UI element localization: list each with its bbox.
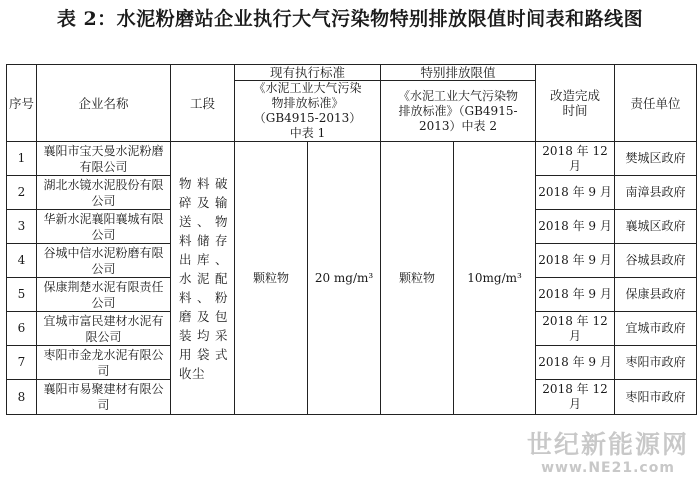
row-deadline: 2018 年 12 月 — [536, 142, 615, 176]
header-special-limit-sub: 《水泥工业大气污染物排放标准》（GB4915-2013）中表 2 — [381, 81, 536, 142]
row-company: 谷城中信水泥粉磨有限公司 — [37, 244, 171, 278]
process-description: 物料破碎及输送、物料储存出库、水泥配料、粉磨及包装均采用袋式收尘 — [171, 142, 235, 415]
current-limit-value: 20 mg/m³ — [308, 142, 381, 415]
row-responsible: 襄城区政府 — [615, 210, 697, 244]
row-company: 湖北水镜水泥股份有限公司 — [37, 176, 171, 210]
row-deadline: 2018 年 9 月 — [536, 244, 615, 278]
header-deadline: 改造完成时间 — [536, 65, 615, 142]
row-deadline: 2018 年 9 月 — [536, 210, 615, 244]
row-deadline: 2018 年 9 月 — [536, 278, 615, 312]
row-company: 襄阳市宝天曼水泥粉磨有限公司 — [37, 142, 171, 176]
special-pollutant: 颗粒物 — [381, 142, 454, 415]
row-seq: 8 — [7, 380, 37, 415]
row-company: 宜城市富民建材水泥有限公司 — [37, 312, 171, 346]
site-watermark — [524, 430, 692, 476]
current-pollutant: 颗粒物 — [235, 142, 308, 415]
header-company: 企业名称 — [37, 65, 171, 142]
row-responsible: 枣阳市政府 — [615, 380, 697, 415]
header-seq: 序号 — [7, 65, 37, 142]
row-responsible: 南漳县政府 — [615, 176, 697, 210]
header-special-limit: 特别排放限值 — [381, 65, 536, 81]
row-seq: 7 — [7, 346, 37, 380]
header-responsible: 责任单位 — [615, 65, 697, 142]
row-seq: 1 — [7, 142, 37, 176]
table-row — [7, 142, 697, 176]
row-seq: 6 — [7, 312, 37, 346]
row-company: 华新水泥襄阳襄城有限公司 — [37, 210, 171, 244]
table-title: 表 2：水泥粉磨站企业执行大气污染物特别排放限值时间表和路线图 — [56, 8, 644, 30]
special-limit-value: 10mg/m³ — [454, 142, 536, 415]
row-seq: 5 — [7, 278, 37, 312]
row-responsible: 保康县政府 — [615, 278, 697, 312]
row-company: 襄阳市易聚建材有限公司 — [37, 380, 171, 415]
watermark-url: www.NE21.com — [541, 460, 675, 476]
row-deadline: 2018 年 12 月 — [536, 380, 615, 415]
row-deadline: 2018 年 12 月 — [536, 312, 615, 346]
watermark-title: 世纪新能源网 — [526, 430, 689, 459]
header-current-standard-sub: 《水泥工业大气污染物排放标准》（GB4915-2013）中表 1 — [235, 81, 381, 142]
row-company: 枣阳市金龙水泥有限公司 — [37, 346, 171, 380]
row-company: 保康荆楚水泥有限责任公司 — [37, 278, 171, 312]
emission-schedule-table — [6, 64, 697, 415]
row-seq: 4 — [7, 244, 37, 278]
header-current-standard: 现有执行标准 — [235, 65, 381, 81]
row-seq: 3 — [7, 210, 37, 244]
row-deadline: 2018 年 9 月 — [536, 346, 615, 380]
row-deadline: 2018 年 9 月 — [536, 176, 615, 210]
row-responsible: 宜城市政府 — [615, 312, 697, 346]
row-responsible: 樊城区政府 — [615, 142, 697, 176]
row-responsible: 枣阳市政府 — [615, 346, 697, 380]
header-process: 工段 — [171, 65, 235, 142]
row-seq: 2 — [7, 176, 37, 210]
row-responsible: 谷城县政府 — [615, 244, 697, 278]
